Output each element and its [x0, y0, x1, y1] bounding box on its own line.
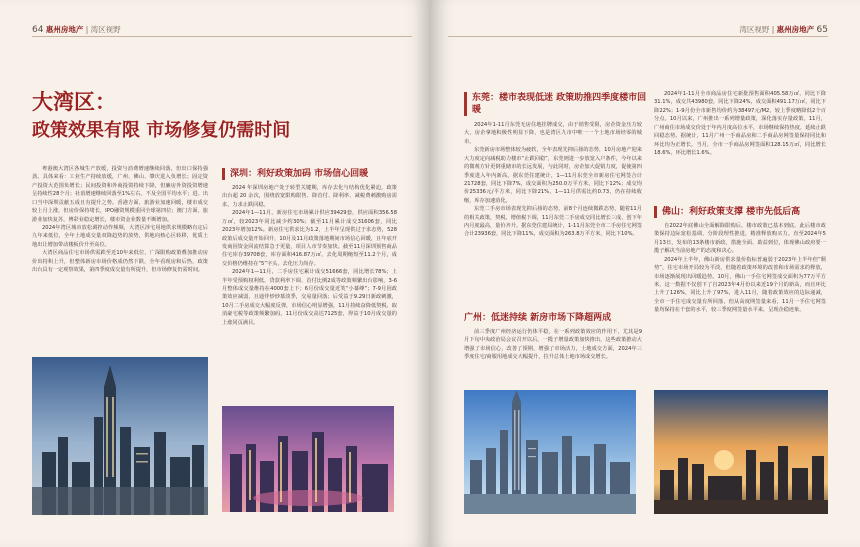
page-title-line1: 大湾区： — [32, 89, 116, 114]
dongguan-column — [464, 121, 642, 239]
intro-paragraph: 2024年湾区城市放松调控动作频频，大湾区涉宅用地供求规模略有定后九年来低位，全年土地成交量双降趋势的放势，供地向核心区转移，优质土地出让增加带动楼板价升至高位。 — [32, 224, 208, 248]
dongguan-paragraph: 东莞新房市场整体较为疲软，全年表现先抑后扬的态势，10月房地产迎来大力度定向减税助力楼市“止跌回稳”，东莞则进一步放宽入户条件，今年以来的微观方针更倒重储市的长远发展，与此同时，房企加大促销力度，促使第四季度进入年内新高。据东莞住建统计，1—11月东莞全市新房住宅网签合计21728套，同比下降7%，成交面积为250.0万平方米，同比下12%；成交均价25336元/平方米，同比下降21%，1—11月供需比约0.73，仍在持续收缩，库存加速消化。 — [464, 147, 642, 204]
foshan-paragraph: 2024年上半年，佛山新房供求量价指标普遍弱于2023年上半年但“颓势”，住宅市场开局较为平淡，但随着政策环境的改善和市场需求的释放，市场逐渐展现出回暖趋势。10月，佛山一手住宅网签成交面积为77万平方米，这一数据不仅创下了自2023年4月份以来近19个月的新高，而且环比上升了126%，同比上升了97%，进入11月，随着政策效应的边际递减，全市一手住宅成交量有所回落，但从高度网签量来看，11月一手住宅网签量均保持在千套的水平，较三季度网签量水平来，呈现企稳迹象。 — [654, 256, 826, 314]
guangzhou-stats-paragraph: 2024年1-11月全市商品房住宅新批预售面积405.58万㎡，同比下降31.1%，成交共43980套，同比下降24%，成交面积491.17万㎡，同比下降22%；1-9月份全市新售均价约为38497元/M2，较上季度略降低2个百分点。10月以来，广州推出一系列增量政策，深化落实存量政策。11月，广州商住市场成交价处于年内月度高位水平，市场继续保持热度，延续止跌回稳态势。据统计，11月广州一手商品房和二手商品房网签量保持同比和环比均为正增长。当月，全市一手商品房网签面积128.15万㎡，同比增长18.6%，环比增长1.6%。 — [654, 91, 826, 156]
guangzhou-stats-column — [654, 90, 826, 157]
right-page-header: 湾区视野 | 惠州房地产 65 — [739, 25, 828, 35]
intro-paragraph: 大湾区商品住宅市场供需跌至近10年来低位，广深限购政策叠加推动房价出持积上升，但整体新房市场价格成仍然下跌，全年看现房和后热，政策出台具有一定观察效果，第四季度成交量有所提升，但市场修复仍需时间。 — [32, 250, 208, 274]
guangzhou-heading: 广州：低迷持续 新房市场下降超两成 — [464, 313, 612, 323]
shenzhen-column — [222, 184, 397, 327]
intro-paragraph: 粤港澳大湾区各城生产放缓，投资与消费增速继续回落，但出口保持强劲。具体来看：工业生产持续放缓，广州、佛山、肇庆进入负增长；固定资产投资大范围负增长；民间投资和外商投资持续下降，但廉房外资投资增速呈持续性28个月；社消增速继续回落至1%左右，不及全国平均水平；进、出口当中深圳贡献五成且有提升之势。香港方面，旅游业加速回暖，楼市成交较上月上涨，但房价保持堵长，IPO融资规模重回全球第四位；澳门方面，旅游业加快复苏，博彩业稳定增长，楼市资金业数量不断增加。 — [32, 166, 208, 223]
foshan-paragraph: 自2022年底佛山全面解除限购后，楼市政策已基本到底。此后楼市政策保持边际宽松基调，分阶段理性推进，精准释放购买力。直至2024年5月13日，发布的13条楼市新政，措施全面、助益到位，体现佛山政府要一揽子解决当前房地产的态度和决心。 — [654, 223, 826, 255]
shenzhen-paragraph: 2024年1—11月，二手房住宅累计成交51666套，同比增长78%；上半年受预购权利低，贷款利率下调、首付比例2成等政策频繁出台影响，3-6月整体成交量维持在4000套上下；6月份成交量近笑“小幕峰”；7-9月因政策效应减弱，且通伴炒炒慕淡季，交易量回落；后受益于9.29日新政刺激，10月二手房成交大幅度反弹，市场信心明显增强，11月持续奋降低契税、取消豪宅税等政策频繁加码，11月份成交高达7125套，得益于10月成交量的上涨同页满目。 — [222, 269, 397, 326]
shenzhen-paragraph: 2024年1—11月，新房住宅市场累计供应39429套，供应面积356.58万㎡，较2023年同比减少约30%；截至11月累计成交31606套，同比2023年增加12%。新房住宅供求比为1.2，上半年呈现供过于求态势，528政策后成交量开始回升，10月及11月政策落地期间市场信心回暖，且年底开发商因资金回流结算急于更量，项目人市节奏加快。截至11月深圳预售商品住宅库存39708套，库存面积416.87万㎡，去化周期缩短至11.2个月，成交价格仍维持在“5”字头，去化压力尚存。 — [222, 210, 397, 267]
shenzhen-heading: 深圳：利好政策加码 市场信心回暖 — [222, 168, 400, 180]
foshan-heading: 佛山：利好政策支撑 楼市先低后高 — [654, 206, 832, 218]
left-page-header: 64 惠州房地产 | 湾区视野 — [32, 25, 121, 35]
left-header-section: 湾区视野 — [90, 25, 121, 34]
foshan-column — [654, 222, 826, 315]
right-header-brand: 惠州房地产 — [776, 25, 815, 34]
right-page — [430, 0, 860, 547]
left-header-divider — [32, 36, 412, 37]
intro-column — [32, 165, 208, 274]
left-page-number: 64 — [32, 25, 44, 35]
city-night-photo — [222, 406, 394, 512]
page-title-line2: 政策效果有限 市场修复仍需时间 — [32, 120, 291, 141]
guangzhou-column — [464, 328, 642, 362]
dongguan-paragraph: 2024年1-11月东莞无房住地挂牌成交，由于销售受阻，房企资金压力较大，房企拿地积极性明显下降，也是湾区九市中唯一一个土地市场经零的城市。 — [464, 122, 642, 145]
harbor-skyline-photo — [464, 390, 636, 514]
guangzhou-paragraph: 前三季度广州经济运行仍体平稳，在一系列政策效应的作用下，尤其是9月下旬中央政治局会议召开以后，一揽子增量政策加快推出，这些政策推动大增强了市场信心，改善了预期，增强了市场活力，土地成交方面，2024年三季度住宅/商服用地成交大幅提升，拉升总体土地市场成交增长。 — [464, 329, 642, 361]
right-header-divider — [448, 36, 828, 37]
left-header-brand: 惠州房地产 — [45, 25, 84, 34]
skyline-photo — [32, 357, 208, 515]
dongguan-paragraph: 东莞二手房市场表现先抑后扬的态势，前8个月连续微跌态势，随着11月的相关政策，契税、增值税下调，11月东莞二手房成交同比增长三成，创下年内月度最高，量价齐升。据东莞住建局统计，1-11月东莞全市二手房住宅网签合计23936套，同比下降11%，成交面积为263.8万平方米，同比下10%。 — [464, 206, 642, 238]
right-header-section: 湾区视野 — [739, 25, 770, 34]
shenzhen-paragraph: 2024 年深圳房地产处于转型关键期，库存去化与结构优化紧迫，政策出台超 20 余次，围绕放宽限购限售、降首付、降利率、减税费刺激购房需求，力求止跌回稳。 — [222, 185, 397, 208]
sunset-cityscape-photo — [654, 390, 828, 514]
right-page-number: 65 — [816, 25, 828, 35]
dongguan-heading: 东莞：楼市表现低迷 政策助推四季度楼市回暖 — [464, 92, 648, 116]
